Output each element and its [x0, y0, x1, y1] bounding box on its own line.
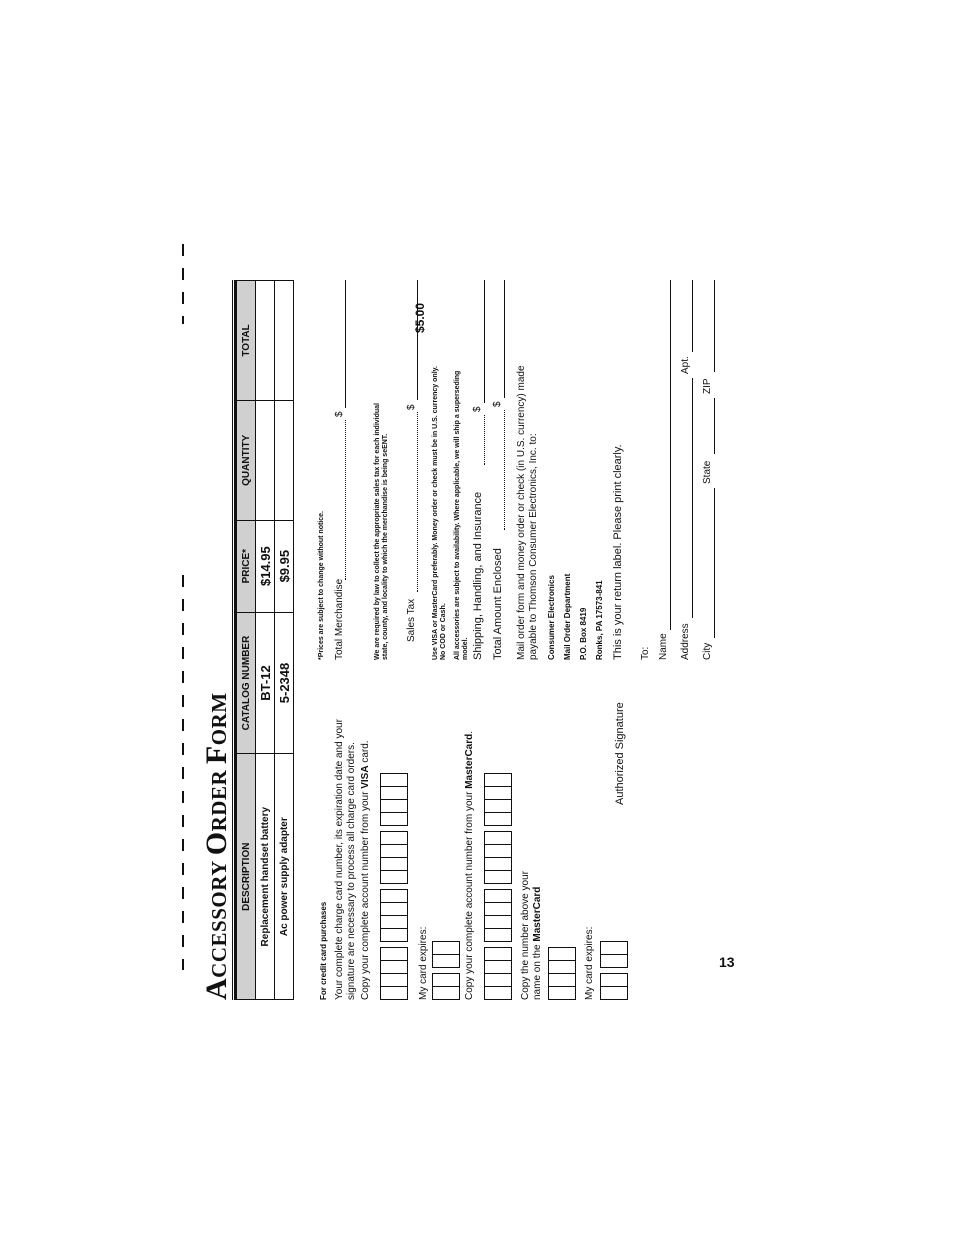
- sales-tax-note: We are required by law to collect the appropriate sales tax for each individual state, county, and locality to which the merchandise is being seENT.: [374, 402, 389, 660]
- apt-field[interactable]: [692, 280, 693, 352]
- header-catalog-number: CATALOG NUMBER: [237, 612, 256, 754]
- shipping-amount: $5.00: [413, 302, 427, 333]
- shipping-dots: [484, 415, 485, 465]
- cell-description: Replacement handset battery: [256, 754, 275, 1000]
- sales-tax-dots: [417, 412, 418, 592]
- sales-tax-field[interactable]: [417, 280, 418, 400]
- total-merchandise-dollar: $: [334, 411, 345, 417]
- mastercard-above-name-instruction: Copy the number above your name on the MasterCard: [520, 871, 543, 1000]
- table-header-row: [237, 281, 256, 1000]
- mail-address-line-1: Consumer Electronics: [547, 575, 556, 660]
- mail-address-line-2: Mail Order Department: [563, 573, 572, 660]
- mastercard-above-name-boxes[interactable]: [548, 942, 576, 1000]
- city-field[interactable]: [714, 488, 715, 638]
- header-quantity: QUANTITY: [237, 400, 256, 520]
- city-label: City: [702, 642, 713, 660]
- items-table: [236, 280, 294, 1000]
- credit-intro: Your complete charge card number, its expiration date and your signature are necessary to process all charge card orders.: [334, 719, 357, 1000]
- mastercard-expires-label: My card expires:: [584, 926, 595, 1000]
- return-label-note: This is your return label. Please print clearly.: [612, 444, 624, 660]
- payment-note: Use VISA or MasterCard preferably. Money order or check must be in U.S. currency only. No COD or Cash.: [432, 366, 447, 660]
- visa-copy-instruction: Copy your complete account number from your VISA card.: [360, 740, 371, 1000]
- sales-tax-label: Sales Tax: [406, 598, 417, 642]
- zip-label: ZIP: [702, 378, 713, 394]
- cell-total[interactable]: [275, 281, 294, 401]
- address-field[interactable]: [692, 378, 693, 618]
- state-label: State: [702, 460, 713, 484]
- cell-total[interactable]: [256, 281, 275, 401]
- credit-heading: For credit card purchases: [319, 901, 328, 1000]
- shipping-label: Shipping, Handling, and Insurance: [472, 491, 484, 660]
- name-field[interactable]: [670, 280, 671, 630]
- apt-label: Apt.: [680, 356, 691, 374]
- cell-price: $14.95: [256, 520, 275, 612]
- zip-field[interactable]: [714, 280, 715, 372]
- total-enclosed-label: Total Amount Enclosed: [492, 548, 504, 660]
- cell-catalog-number: 5-2348: [275, 612, 294, 754]
- name-label: Name: [658, 633, 669, 660]
- address-label: Address: [680, 623, 691, 660]
- visa-expires-label: My card expires:: [418, 926, 429, 1000]
- shipping-dollar: $: [472, 406, 483, 412]
- cell-description: Ac power supply adapter: [275, 754, 294, 1000]
- mail-address-line-3: P.O. Box 8419: [579, 607, 588, 660]
- cell-catalog-number: BT-12: [256, 612, 275, 754]
- to-label: To:: [640, 646, 651, 660]
- form-title: ACCESSORY ORDER FORM: [200, 692, 233, 1000]
- page-number: 13: [719, 954, 735, 970]
- header-description: DESCRIPTION: [237, 754, 256, 1000]
- cell-quantity[interactable]: [256, 400, 275, 520]
- mastercard-expiry-boxes[interactable]: [600, 936, 628, 1000]
- visa-number-boxes[interactable]: [380, 768, 408, 1000]
- mail-address-line-4: Ronks, PA 17573-841: [595, 580, 604, 660]
- total-merchandise-label: Total Merchandise: [334, 578, 345, 660]
- mail-instructions: Mail order form and money order or check (in U.S. currency) made payable to Thomson Consumer Electronics, Inc. to:: [516, 365, 539, 660]
- total-enclosed-field[interactable]: [504, 280, 505, 398]
- sales-tax-dollar: $: [406, 404, 417, 410]
- total-merchandise-dots: [345, 420, 346, 580]
- shipping-field[interactable]: [484, 280, 485, 403]
- total-enclosed-dots: [504, 410, 505, 530]
- state-field[interactable]: [714, 398, 715, 454]
- table-row: [275, 281, 294, 1000]
- order-form: [200, 280, 640, 1000]
- mastercard-number-boxes[interactable]: [484, 768, 512, 1000]
- total-enclosed-dollar: $: [492, 401, 503, 407]
- table-row: [256, 281, 275, 1000]
- mastercard-copy-instruction: Copy your complete account number from your MasterCard.: [464, 730, 475, 1000]
- cut-mark-left: [182, 575, 184, 970]
- cut-mark-top: [182, 244, 184, 324]
- header-price: PRICE*: [237, 520, 256, 612]
- visa-expiry-boxes[interactable]: [432, 936, 460, 1000]
- total-merchandise-field[interactable]: [345, 280, 346, 408]
- return-label-area: [640, 280, 720, 1000]
- availability-note: All accessories are subject to availability. Where applicable, we will ship a superseding model.: [454, 370, 469, 660]
- header-total: TOTAL: [237, 281, 256, 401]
- cell-quantity[interactable]: [275, 400, 294, 520]
- cell-price: $9.95: [275, 520, 294, 612]
- price-change-note: *Prices are subject to change without notice.: [318, 511, 325, 660]
- authorized-signature-label: Authorized Signature: [614, 702, 626, 805]
